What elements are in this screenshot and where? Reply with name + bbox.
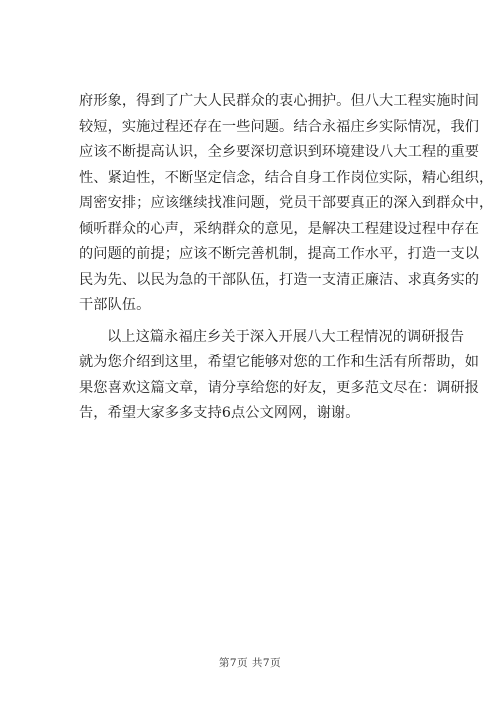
paragraph-2 (79, 325, 480, 427)
paragraph-line: 的问题的前提；应该不断完善机制，提高工作水平，打造一支以 (79, 246, 480, 262)
paragraph-line: 干部队伍。 (79, 297, 151, 313)
paragraph-line: 果您喜欢这篇文章，请分享给您的好友，更多范文尽在：调研报 (79, 379, 480, 396)
body-text (79, 89, 494, 427)
paragraph-line: 府形象，得到了广大人民群众的衷心拥护。但八大工程实施时间 (79, 93, 480, 109)
paragraph-line: 告，希望大家多多支持6点公文网网，谢谢。 (79, 405, 360, 421)
paragraph-1 (79, 89, 494, 319)
paragraph-line: 就为您介绍到这里，希望它能够对您的工作和生活有所帮助，如 (79, 354, 480, 370)
paragraph-line: 民为先、以民为急的干部队伍，打造一支清正廉洁、求真务实的 (79, 271, 480, 288)
paragraph-line: 性、紧迫性，不断坚定信念，结合自身工作岗位实际，精心组织， (79, 169, 494, 186)
paragraph-line: 较短，实施过程还存在一些问题。结合永福庄乡实际情况，我们 (79, 118, 480, 135)
paragraph-line: 倾听群众的心声，采纳群众的意见，是解决工程建设过程中存在 (79, 220, 480, 237)
page-number-footer: 第7页 共7页 (218, 657, 282, 669)
paragraph-line: 以上这篇永福庄乡关于深入开展八大工程情况的调研报告 (107, 328, 465, 345)
paragraph-line: 周密安排；应该继续找准问题，党员干部要真正的深入到群众中， (79, 195, 494, 211)
paragraph-line: 应该不断提高认识，全乡要深切意识到环境建设八大工程的重要 (79, 144, 480, 160)
